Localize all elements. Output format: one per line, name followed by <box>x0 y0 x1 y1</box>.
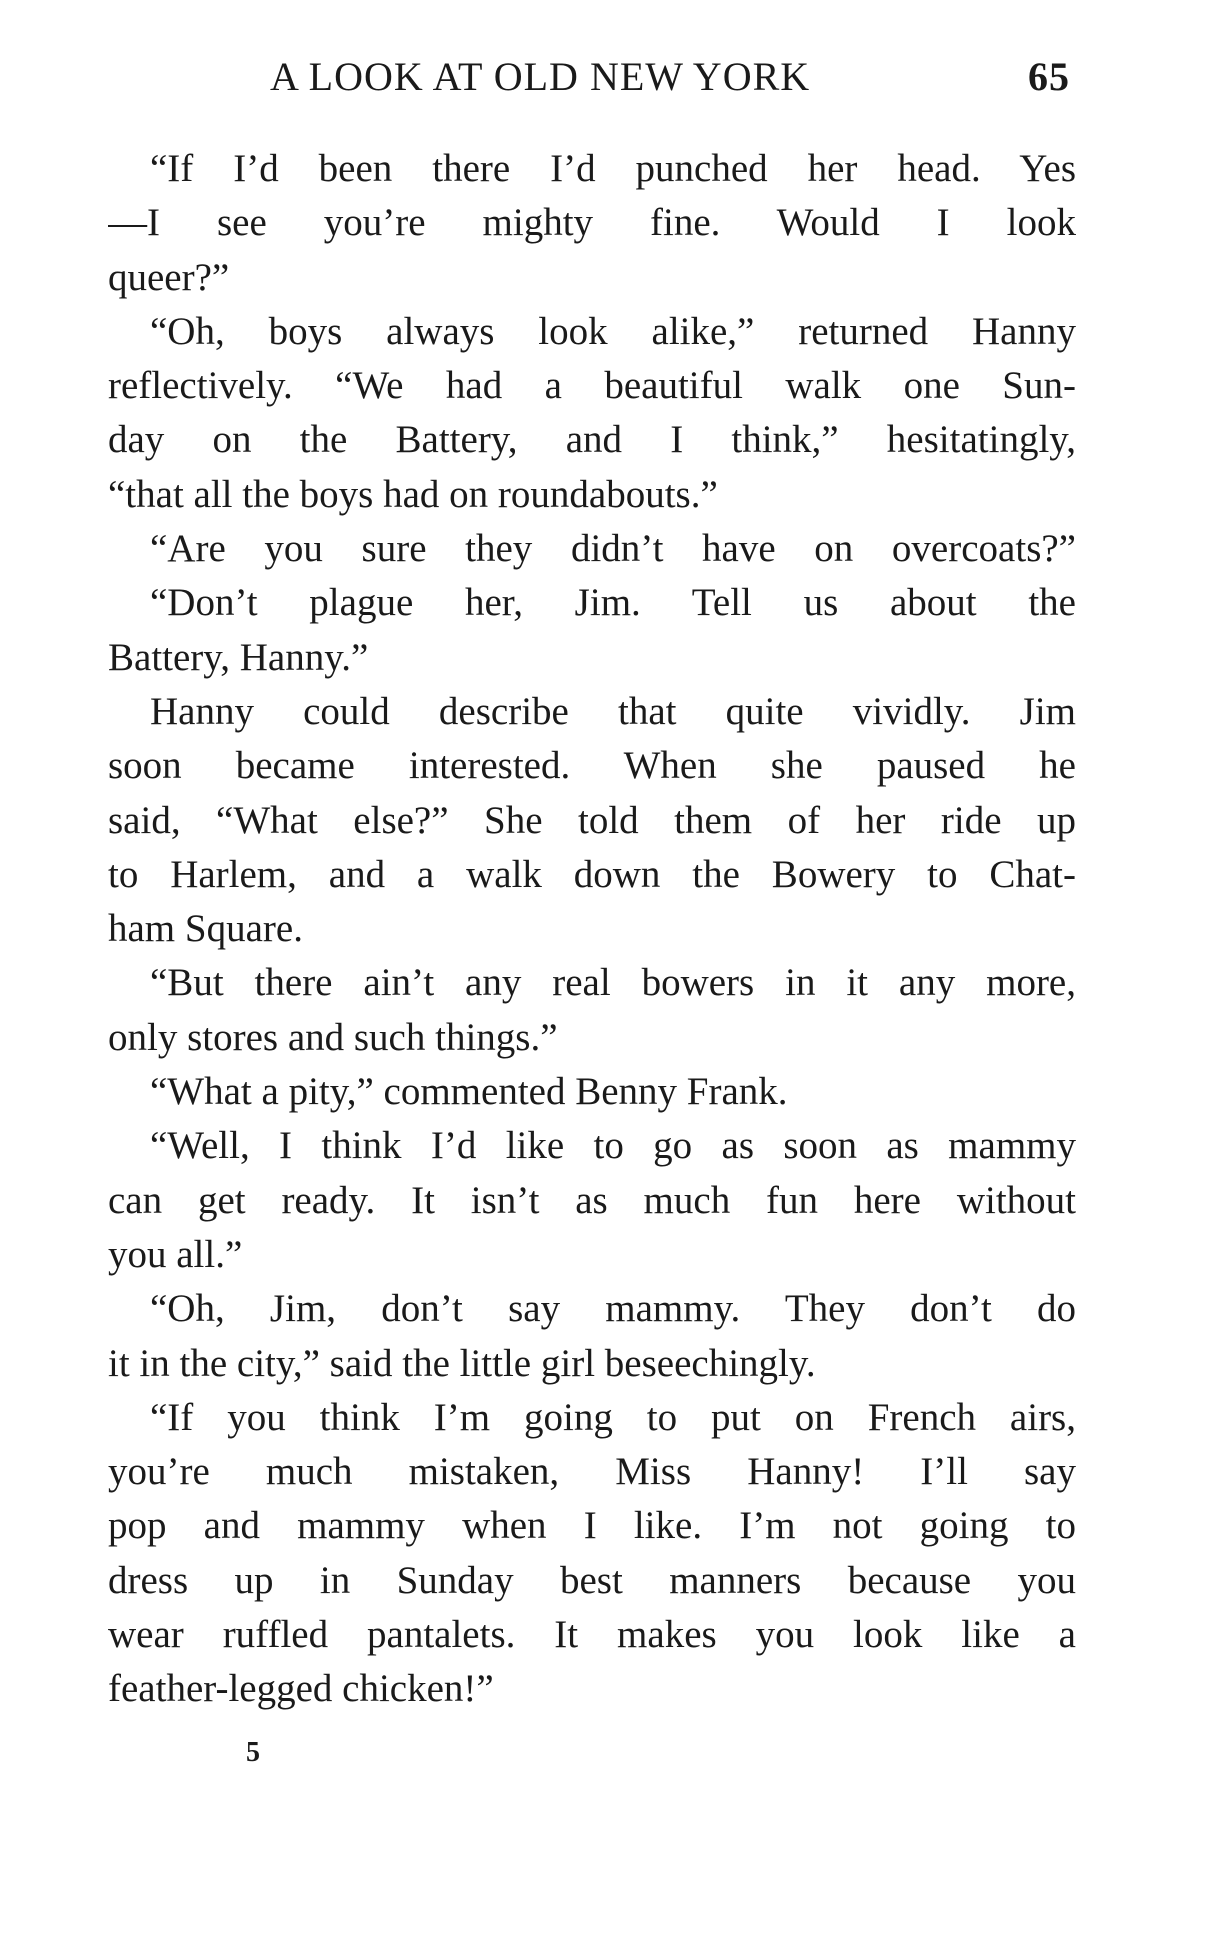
text-line: only stores and such things.” <box>108 1015 558 1059</box>
text-line: “If you think I’m going to put on French airs, <box>150 1395 1076 1439</box>
text-line: “that all the boys had on roundabouts.” <box>108 472 718 516</box>
text-line: said, “What else?” She told them of her ride up <box>108 798 1076 842</box>
text-line: to Harlem, and a walk down the Bowery to Chat- <box>108 852 1076 896</box>
text-line: “Don’t plague her, Jim. Tell us about the <box>150 581 1076 625</box>
text-line: “What a pity,” commented Benny Frank. <box>150 1070 788 1114</box>
text-line: feather-legged chicken!” <box>108 1667 494 1711</box>
text-line: pop and mammy when I like. I’m not going to <box>108 1504 1076 1548</box>
text-line: Battery, Hanny.” <box>108 635 369 679</box>
text-line: “Oh, boys always look alike,” returned Hanny <box>150 309 1076 353</box>
body-text <box>108 142 1076 1717</box>
text-line: it in the city,” said the little girl beseechingly. <box>108 1341 816 1385</box>
text-line: “Are you sure they didn’t have on overcoats?” <box>150 527 1076 571</box>
text-line: you all.” <box>108 1232 243 1276</box>
text-line: dress up in Sunday best manners because you <box>108 1558 1076 1602</box>
running-title: A LOOK AT OLD NEW YORK <box>270 54 811 99</box>
page-number: 65 <box>1028 54 1070 99</box>
text-line: ham Square. <box>108 907 303 951</box>
text-line: you’re much mistaken, Miss Hanny! I’ll say <box>108 1450 1076 1494</box>
text-line: can get ready. It isn’t as much fun here without <box>108 1178 1076 1222</box>
text-line: —I see you’re mighty fine. Would I look <box>108 201 1076 245</box>
text-line: “Well, I think I’d like to go as soon as mammy <box>150 1124 1076 1168</box>
text-line: queer?” <box>108 255 230 299</box>
text-line: soon became interested. When she paused he <box>108 744 1076 788</box>
signature-mark: 5 <box>246 1737 260 1768</box>
text-line: reflectively. “We had a beautiful walk one Sun- <box>108 364 1076 408</box>
text-line: day on the Battery, and I think,” hesitatingly, <box>108 418 1076 462</box>
running-head <box>270 52 1070 102</box>
text-line: “If I’d been there I’d punched her head. Yes <box>150 147 1076 190</box>
text-line: wear ruffled pantalets. It makes you look like a <box>108 1613 1076 1657</box>
text-line: Hanny could describe that quite vividly. Jim <box>150 689 1076 733</box>
text-line: “But there ain’t any real bowers in it any more, <box>150 961 1076 1005</box>
text-line: “Oh, Jim, don’t say mammy. They don’t do <box>150 1287 1076 1331</box>
